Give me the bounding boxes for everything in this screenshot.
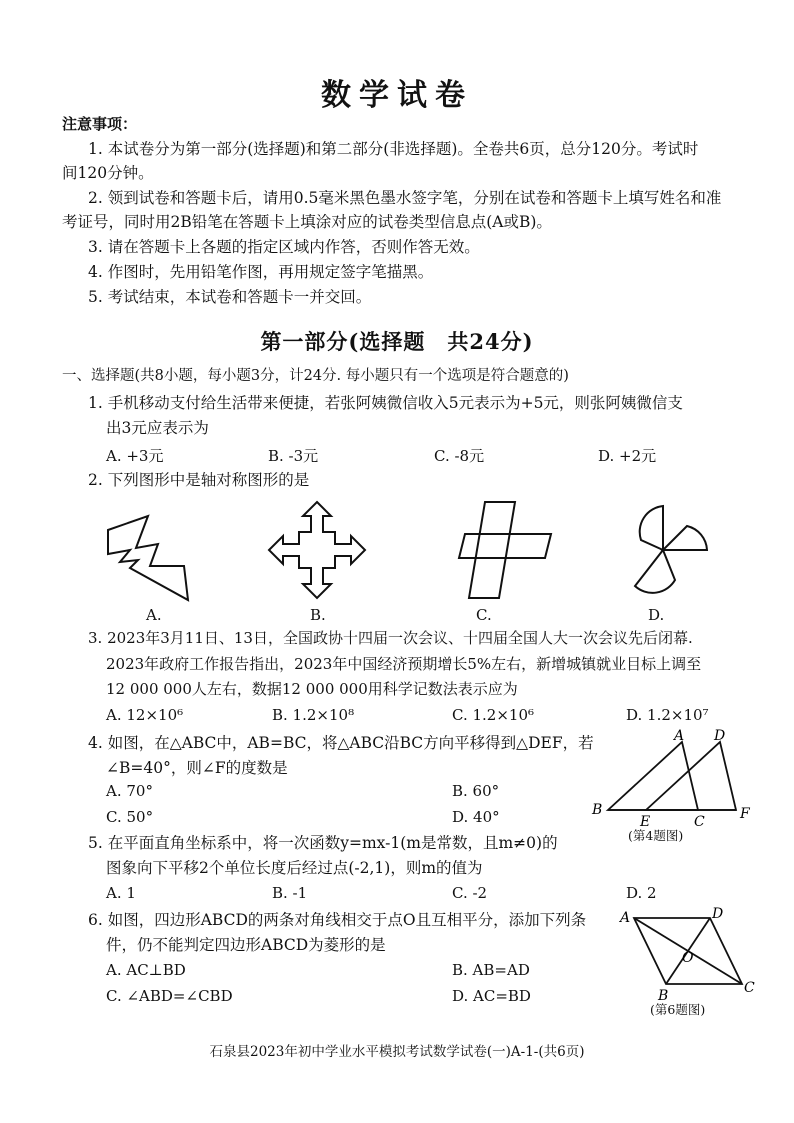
q6-option-b: B. AB=AD bbox=[452, 961, 530, 979]
q6-option-c: C. ∠ABD=∠CBD bbox=[106, 987, 233, 1005]
q1-option-c: C. -8元 bbox=[434, 447, 485, 465]
note-5: 5. 考试结束，本试卷和答题卡一并交回。 bbox=[88, 288, 372, 306]
q6-option-a: A. AC⊥BD bbox=[106, 961, 186, 979]
q4-caption: (第4题图) bbox=[628, 828, 684, 843]
q5-stem: 5. 在平面直角坐标系中，将一次函数y=mx-1(m是常数，且m≠0)的 bbox=[88, 834, 558, 852]
q6-option-d: D. AC=BD bbox=[452, 987, 531, 1005]
q4-stem: 4. 如图，在△ABC中，AB=BC，将△ABC沿BC方向平移得到△DEF，若 bbox=[88, 734, 594, 752]
note-2-cont: 考证号，同时用2B铅笔在答题卡上填涂对应的试卷类型信息点(A或B)。 bbox=[62, 213, 552, 231]
q6-figure-parallelogram bbox=[618, 906, 764, 1002]
q4-point-c: C bbox=[694, 814, 705, 828]
q5-option-d: D. 2 bbox=[626, 884, 657, 902]
q6-stem-cont: 件，仍不能判定四边形ABCD为菱形的是 bbox=[106, 936, 386, 954]
q3-option-d: D. 1.2×10⁷ bbox=[626, 706, 709, 724]
q1-stem: 1. 手机移动支付给生活带来便捷，若张阿姨微信收入5元表示为+5元，则张阿姨微信支 bbox=[88, 394, 683, 412]
q6-stem: 6. 如图，四边形ABCD的两条对角线相交于点O且互相平分，添加下列条 bbox=[88, 911, 587, 929]
q1-option-b: B. -3元 bbox=[268, 447, 319, 465]
q1-option-a: A. +3元 bbox=[106, 447, 164, 465]
page-title: 数学试卷 bbox=[321, 78, 473, 113]
q2-figure-c-parallelograms bbox=[455, 498, 559, 602]
q3-option-c: C. 1.2×10⁶ bbox=[452, 706, 535, 724]
q1-stem-cont: 出3元应表示为 bbox=[106, 419, 209, 437]
q5-stem-cont: 图象向下平移2个单位长度后经过点(-2,1)，则m的值为 bbox=[106, 859, 483, 877]
q6-point-a: A bbox=[620, 910, 631, 926]
q3-stem: 3. 2023年3月11日、13日，全国政协十四届一次会议、十四届全国人大一次会议先后闭幕. bbox=[88, 629, 693, 647]
note-1-cont: 间120分钟。 bbox=[62, 164, 154, 182]
q5-option-a: A. 1 bbox=[106, 884, 136, 902]
q5-option-c: C. -2 bbox=[452, 884, 488, 902]
q4-option-c: C. 50° bbox=[106, 808, 154, 826]
q4-option-a: A. 70° bbox=[106, 782, 153, 800]
q2-label-b: B. bbox=[310, 606, 326, 624]
q3-stem-cont-1: 2023年政府工作报告指出，2023年中国经济预期增长5%左右，新增城镇就业目标上调至 bbox=[106, 655, 702, 673]
note-2: 2. 领到试卷和答题卡后，请用0.5毫米黑色墨水签字笔，分别在试卷和答题卡上填写姓名和准 bbox=[88, 189, 722, 207]
q5-option-b: B. -1 bbox=[272, 884, 308, 902]
q4-point-f: F bbox=[740, 806, 750, 822]
q4-point-e: E bbox=[640, 814, 651, 828]
q1-option-d: D. +2元 bbox=[598, 447, 657, 465]
q6-caption: (第6题图) bbox=[650, 1002, 706, 1017]
q4-option-d: D. 40° bbox=[452, 808, 500, 826]
q6-point-d: D bbox=[712, 906, 724, 922]
q2-label-c: C. bbox=[476, 606, 492, 624]
q2-label-d: D. bbox=[648, 606, 665, 624]
q3-stem-cont-2: 12 000 000人左右，数据12 000 000用科学记数法表示应为 bbox=[106, 680, 518, 698]
q3-option-b: B. 1.2×10⁸ bbox=[272, 706, 355, 724]
q4-point-b: B bbox=[592, 802, 603, 818]
q4-option-b: B. 60° bbox=[452, 782, 500, 800]
q2-stem: 2. 下列图形中是轴对称图形的是 bbox=[88, 471, 310, 489]
q4-stem-cont: ∠B=40°，则∠F的度数是 bbox=[106, 759, 288, 777]
section-title: 第一部分(选择题 共24分) bbox=[260, 329, 534, 354]
q6-point-c: C bbox=[744, 980, 755, 996]
q6-point-b: B bbox=[658, 988, 669, 1002]
q4-figure-triangles bbox=[590, 728, 760, 828]
notes-heading: 注意事项： bbox=[62, 115, 138, 133]
q6-point-o: O bbox=[682, 950, 694, 966]
q4-point-d: D bbox=[714, 728, 726, 744]
q2-figure-a-lightning bbox=[100, 508, 210, 608]
part-intro: 一、选择题(共8小题，每小题3分，计24分. 每小题只有一个选项是符合题意的) bbox=[62, 368, 569, 384]
q3-option-a: A. 12×10⁶ bbox=[106, 706, 184, 724]
note-1: 1. 本试卷分为第一部分(选择题)和第二部分(非选择题)。全卷共6页，总分120分。考试时 bbox=[88, 140, 699, 158]
q2-figure-b-cross-arrows bbox=[265, 498, 369, 602]
q2-figure-d-pinwheel bbox=[615, 500, 715, 604]
note-3: 3. 请在答题卡上各题的指定区域内作答，否则作答无效。 bbox=[88, 238, 480, 256]
q4-point-a: A bbox=[674, 728, 685, 744]
page-footer: 石泉县2023年初中学业水平模拟考试数学试卷(一)A-1-(共6页) bbox=[209, 1044, 585, 1060]
q2-label-a: A. bbox=[146, 606, 162, 624]
note-4: 4. 作图时，先用铅笔作图，再用规定签字笔描黑。 bbox=[88, 263, 434, 281]
